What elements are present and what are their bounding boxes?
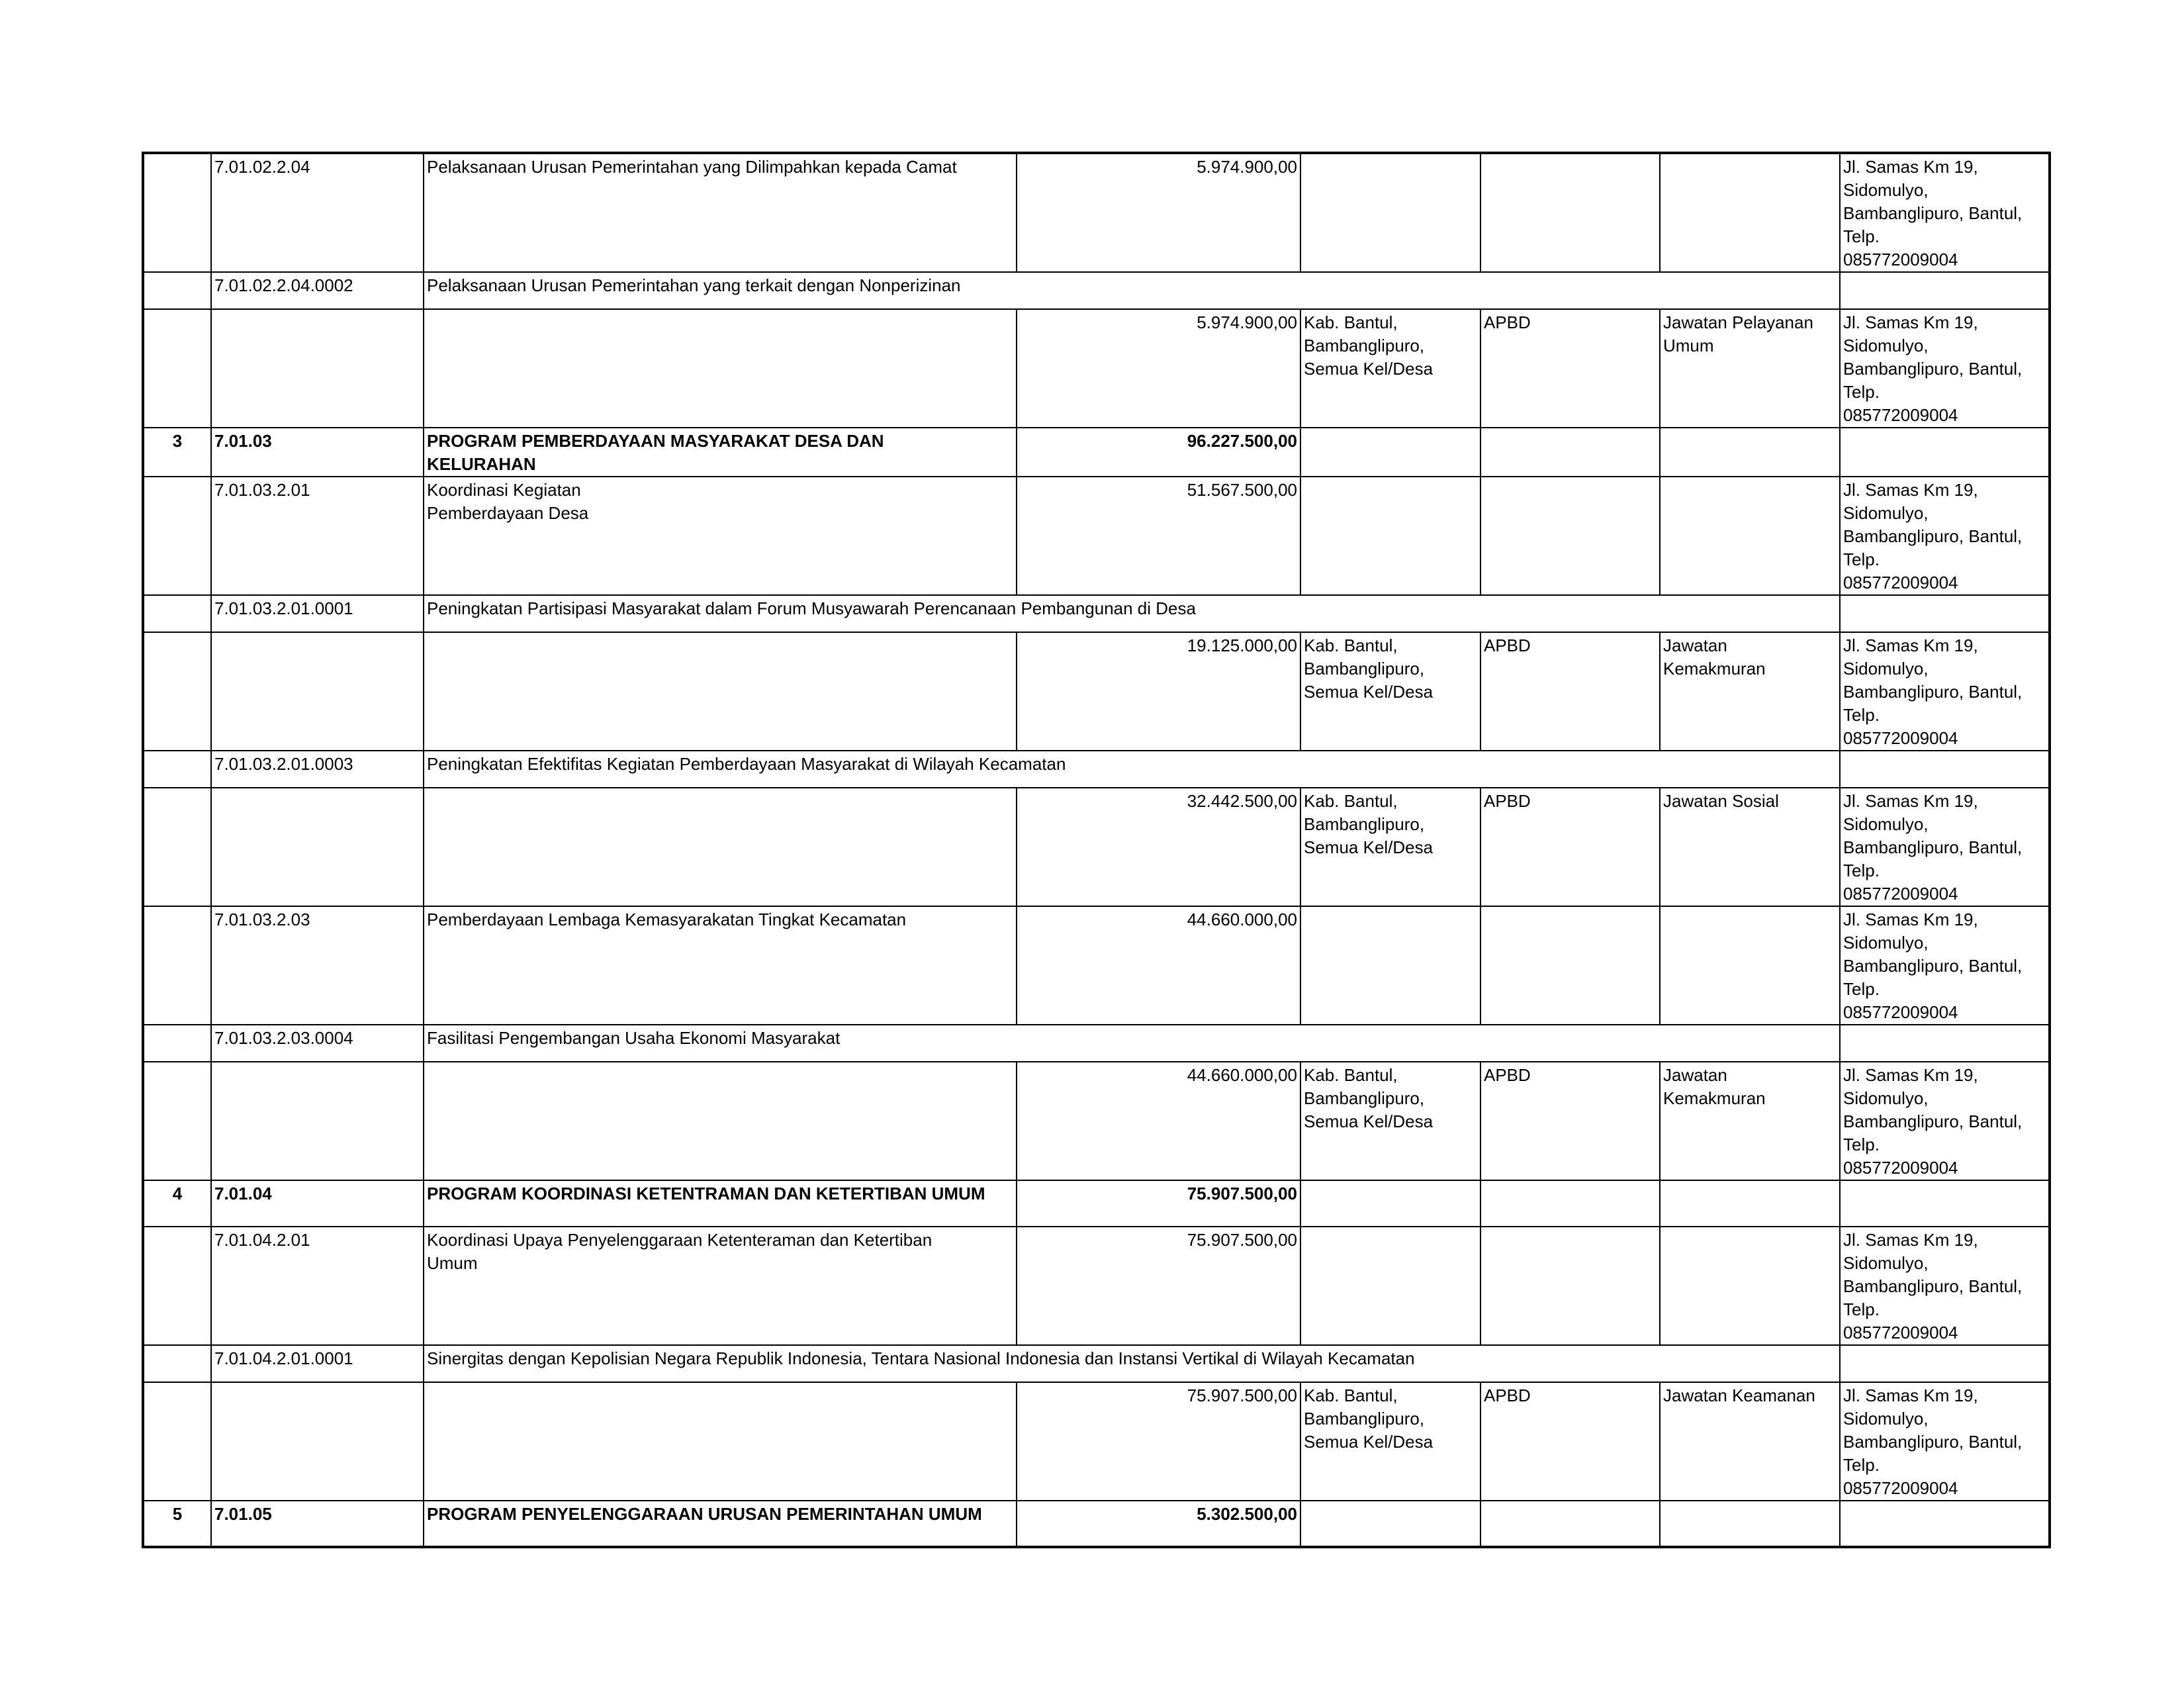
description-cell: Koordinasi Upaya Penyelenggaraan Ketenteraman dan Ketertiban Umum bbox=[424, 1227, 1017, 1345]
amount-cell: 75.907.500,00 bbox=[1017, 1227, 1300, 1345]
executor-cell bbox=[1660, 1501, 1840, 1547]
address-cell bbox=[1840, 1025, 2050, 1062]
location-cell bbox=[1300, 477, 1480, 595]
code-cell: 7.01.03.2.01.0003 bbox=[211, 751, 424, 788]
location-cell bbox=[1300, 428, 1480, 477]
executor-cell: Jawatan Pelayanan Umum bbox=[1660, 309, 1840, 428]
location-cell: Kab. Bantul, Bambanglipuro, Semua Kel/Desa bbox=[1300, 1062, 1480, 1180]
executor-cell bbox=[1660, 428, 1840, 477]
funding-source-cell: APBD bbox=[1480, 632, 1660, 751]
funding-source-cell: APBD bbox=[1480, 309, 1660, 428]
code-cell bbox=[211, 632, 424, 751]
address-cell bbox=[1840, 1501, 2050, 1547]
row-number bbox=[143, 1062, 211, 1180]
activity-row bbox=[143, 751, 2050, 788]
address-cell: Jl. Samas Km 19, Sidomulyo, Bambanglipuro, Bantul, Telp. 085772009004 bbox=[1840, 632, 2050, 751]
address-cell bbox=[1840, 1345, 2050, 1382]
code-cell: 7.01.03.2.01 bbox=[211, 477, 424, 595]
executor-cell bbox=[1660, 477, 1840, 595]
address-cell: Jl. Samas Km 19, Sidomulyo, Bambanglipuro, Bantul, Telp. 085772009004 bbox=[1840, 309, 2050, 428]
amount-cell: 44.660.000,00 bbox=[1017, 1062, 1300, 1180]
row-number: 3 bbox=[143, 428, 211, 477]
executor-cell bbox=[1660, 906, 1840, 1025]
description-cell: Fasilitasi Pengembangan Usaha Ekonomi Masyarakat bbox=[424, 1025, 1840, 1062]
funding-source-cell bbox=[1480, 906, 1660, 1025]
code-cell: 7.01.04.2.01 bbox=[211, 1227, 424, 1345]
activity-row bbox=[143, 595, 2050, 632]
funding-source-cell bbox=[1480, 1227, 1660, 1345]
detail-row bbox=[143, 632, 2050, 751]
code-cell bbox=[211, 788, 424, 906]
activity-row bbox=[143, 272, 2050, 309]
row-number bbox=[143, 595, 211, 632]
location-cell bbox=[1300, 1180, 1480, 1227]
description-cell: Pelaksanaan Urusan Pemerintahan yang Dilimpahkan kepada Camat bbox=[424, 153, 1017, 272]
description-cell: Sinergitas dengan Kepolisian Negara Republik Indonesia, Tentara Nasional Indonesia dan Instansi Vertikal di Wilayah Kecamatan bbox=[424, 1345, 1840, 1382]
executor-cell bbox=[1660, 1227, 1840, 1345]
amount-cell: 5.302.500,00 bbox=[1017, 1501, 1300, 1547]
amount-cell: 32.442.500,00 bbox=[1017, 788, 1300, 906]
row-number bbox=[143, 788, 211, 906]
detail-row bbox=[143, 788, 2050, 906]
description-cell bbox=[424, 788, 1017, 906]
executor-cell: Jawatan Sosial bbox=[1660, 788, 1840, 906]
code-cell bbox=[211, 1062, 424, 1180]
address-cell bbox=[1840, 1180, 2050, 1227]
location-cell bbox=[1300, 153, 1480, 272]
description-cell bbox=[424, 309, 1017, 428]
row-number bbox=[143, 1382, 211, 1501]
amount-cell: 96.227.500,00 bbox=[1017, 428, 1300, 477]
code-cell: 7.01.05 bbox=[211, 1501, 424, 1547]
description-cell: PROGRAM PEMBERDAYAAN MASYARAKAT DESA DAN KELURAHAN bbox=[424, 428, 1017, 477]
amount-cell: 19.125.000,00 bbox=[1017, 632, 1300, 751]
sub-activity-row bbox=[143, 1227, 2050, 1345]
amount-cell: 5.974.900,00 bbox=[1017, 309, 1300, 428]
activity-row bbox=[143, 1345, 2050, 1382]
budget-table bbox=[142, 152, 2051, 1548]
executor-cell: Jawatan Kemakmuran bbox=[1660, 632, 1840, 751]
address-cell: Jl. Samas Km 19, Sidomulyo, Bambanglipuro, Bantul, Telp. 085772009004 bbox=[1840, 788, 2050, 906]
row-number bbox=[143, 1227, 211, 1345]
table-body bbox=[143, 153, 2050, 1547]
funding-source-cell bbox=[1480, 477, 1660, 595]
location-cell: Kab. Bantul, Bambanglipuro, Semua Kel/Desa bbox=[1300, 788, 1480, 906]
amount-cell: 51.567.500,00 bbox=[1017, 477, 1300, 595]
code-cell: 7.01.03.2.03 bbox=[211, 906, 424, 1025]
description-cell: Pemberdayaan Lembaga Kemasyarakatan Tingkat Kecamatan bbox=[424, 906, 1017, 1025]
activity-row bbox=[143, 1025, 2050, 1062]
address-cell bbox=[1840, 272, 2050, 309]
code-cell: 7.01.04.2.01.0001 bbox=[211, 1345, 424, 1382]
detail-row bbox=[143, 1382, 2050, 1501]
code-cell: 7.01.02.2.04.0002 bbox=[211, 272, 424, 309]
program-row bbox=[143, 1180, 2050, 1227]
description-cell: Pelaksanaan Urusan Pemerintahan yang terkait dengan Nonperizinan bbox=[424, 272, 1840, 309]
amount-cell: 5.974.900,00 bbox=[1017, 153, 1300, 272]
description-cell: PROGRAM KOORDINASI KETENTRAMAN DAN KETERTIBAN UMUM bbox=[424, 1180, 1017, 1227]
code-cell: 7.01.03 bbox=[211, 428, 424, 477]
row-number: 5 bbox=[143, 1501, 211, 1547]
location-cell: Kab. Bantul, Bambanglipuro, Semua Kel/Desa bbox=[1300, 309, 1480, 428]
executor-cell bbox=[1660, 153, 1840, 272]
location-cell bbox=[1300, 1227, 1480, 1345]
detail-row bbox=[143, 309, 2050, 428]
amount-cell: 75.907.500,00 bbox=[1017, 1180, 1300, 1227]
row-number bbox=[143, 1025, 211, 1062]
description-cell: PROGRAM PENYELENGGARAAN URUSAN PEMERINTAHAN UMUM bbox=[424, 1501, 1017, 1547]
funding-source-cell bbox=[1480, 153, 1660, 272]
executor-cell bbox=[1660, 1180, 1840, 1227]
address-cell: Jl. Samas Km 19, Sidomulyo, Bambanglipuro, Bantul, Telp. 085772009004 bbox=[1840, 906, 2050, 1025]
amount-cell: 44.660.000,00 bbox=[1017, 906, 1300, 1025]
row-number: 4 bbox=[143, 1180, 211, 1227]
row-number bbox=[143, 153, 211, 272]
funding-source-cell: APBD bbox=[1480, 1382, 1660, 1501]
description-cell: Peningkatan Partisipasi Masyarakat dalam Forum Musyawarah Perencanaan Pembangunan di Desa bbox=[424, 595, 1840, 632]
row-number bbox=[143, 906, 211, 1025]
code-cell bbox=[211, 1382, 424, 1501]
location-cell: Kab. Bantul, Bambanglipuro, Semua Kel/Desa bbox=[1300, 1382, 1480, 1501]
code-cell bbox=[211, 309, 424, 428]
funding-source-cell: APBD bbox=[1480, 788, 1660, 906]
code-cell: 7.01.02.2.04 bbox=[211, 153, 424, 272]
address-cell: Jl. Samas Km 19, Sidomulyo, Bambanglipuro, Bantul, Telp. 085772009004 bbox=[1840, 153, 2050, 272]
address-cell: Jl. Samas Km 19, Sidomulyo, Bambanglipuro, Bantul, Telp. 085772009004 bbox=[1840, 1227, 2050, 1345]
row-number bbox=[143, 632, 211, 751]
program-row bbox=[143, 1501, 2050, 1547]
code-cell: 7.01.03.2.01.0001 bbox=[211, 595, 424, 632]
detail-row bbox=[143, 1062, 2050, 1180]
sub-activity-row bbox=[143, 906, 2050, 1025]
row-number bbox=[143, 477, 211, 595]
row-number bbox=[143, 309, 211, 428]
location-cell: Kab. Bantul, Bambanglipuro, Semua Kel/Desa bbox=[1300, 632, 1480, 751]
executor-cell: Jawatan Keamanan bbox=[1660, 1382, 1840, 1501]
description-cell bbox=[424, 1382, 1017, 1501]
funding-source-cell bbox=[1480, 428, 1660, 477]
funding-source-cell bbox=[1480, 1501, 1660, 1547]
description-cell: Koordinasi Kegiatan Pemberdayaan Desa bbox=[424, 477, 1017, 595]
address-cell bbox=[1840, 751, 2050, 788]
location-cell bbox=[1300, 906, 1480, 1025]
description-cell bbox=[424, 632, 1017, 751]
address-cell bbox=[1840, 595, 2050, 632]
description-cell bbox=[424, 1062, 1017, 1180]
sub-activity-row bbox=[143, 477, 2050, 595]
code-cell: 7.01.04 bbox=[211, 1180, 424, 1227]
location-cell bbox=[1300, 1501, 1480, 1547]
row-number bbox=[143, 272, 211, 309]
program-row bbox=[143, 428, 2050, 477]
executor-cell: Jawatan Kemakmuran bbox=[1660, 1062, 1840, 1180]
address-cell bbox=[1840, 428, 2050, 477]
code-cell: 7.01.03.2.03.0004 bbox=[211, 1025, 424, 1062]
address-cell: Jl. Samas Km 19, Sidomulyo, Bambanglipuro, Bantul, Telp. 085772009004 bbox=[1840, 1382, 2050, 1501]
address-cell: Jl. Samas Km 19, Sidomulyo, Bambanglipuro, Bantul, Telp. 085772009004 bbox=[1840, 477, 2050, 595]
address-cell: Jl. Samas Km 19, Sidomulyo, Bambanglipuro, Bantul, Telp. 085772009004 bbox=[1840, 1062, 2050, 1180]
description-cell: Peningkatan Efektifitas Kegiatan Pemberdayaan Masyarakat di Wilayah Kecamatan bbox=[424, 751, 1840, 788]
sub-activity-row bbox=[143, 153, 2050, 272]
row-number bbox=[143, 751, 211, 788]
row-number bbox=[143, 1345, 211, 1382]
funding-source-cell bbox=[1480, 1180, 1660, 1227]
funding-source-cell: APBD bbox=[1480, 1062, 1660, 1180]
amount-cell: 75.907.500,00 bbox=[1017, 1382, 1300, 1501]
